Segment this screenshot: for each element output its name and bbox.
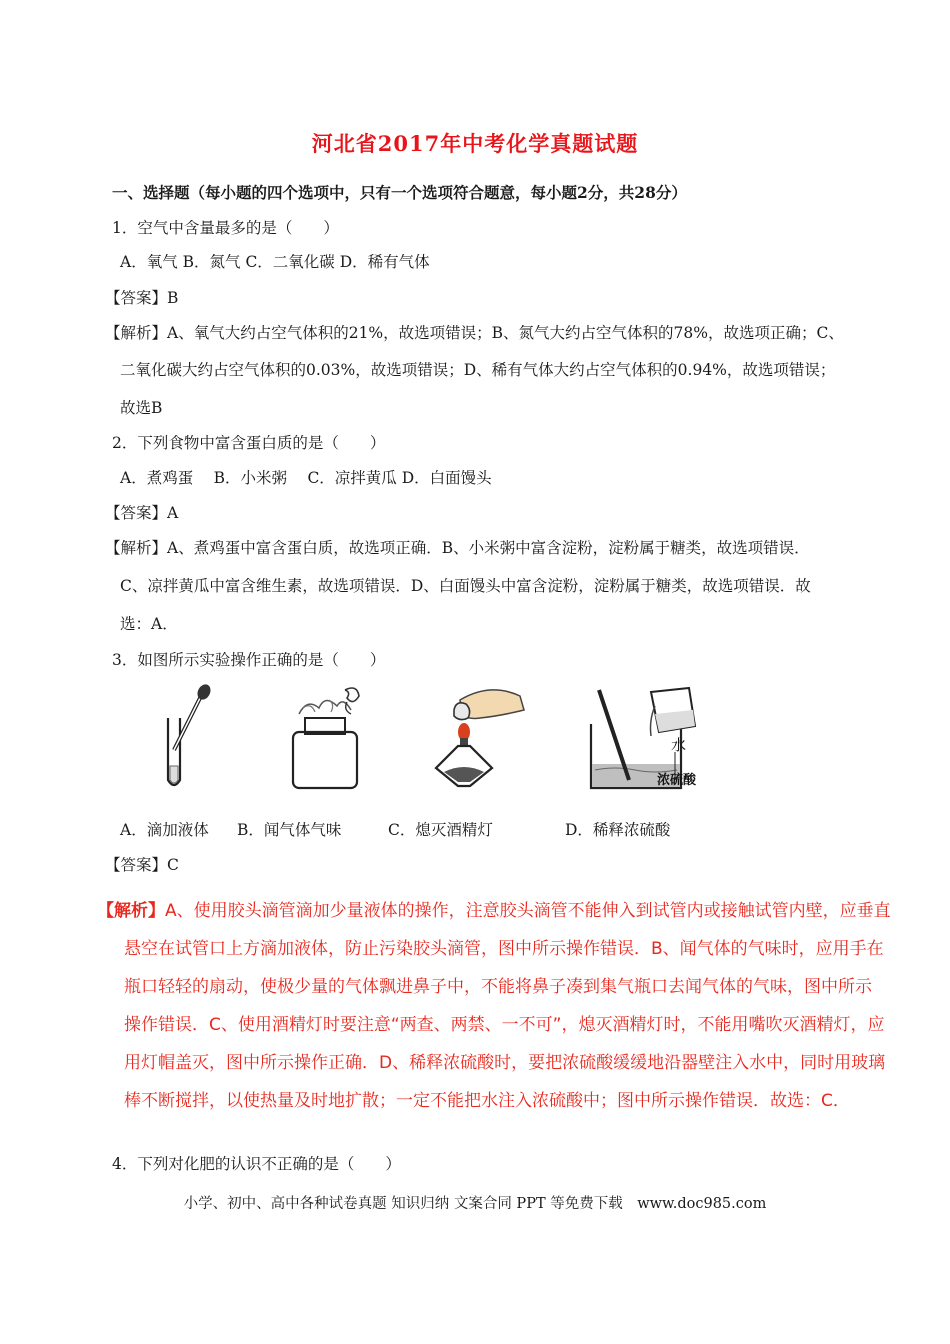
figure-label-water: 水 [671, 736, 687, 754]
q3-analysis-line-2: 悬空在试管口上方滴加液体，防止污染胶头滴管，图中所示操作错误．B、闻气体的气味时，应用手在 [124, 939, 884, 959]
figure-dropper-test-tube [150, 680, 270, 792]
q4-stem: 4．下列对化肥的认识不正确的是（ ） [112, 1155, 401, 1173]
q3-analysis-line-5: 用灯帽盖灭，图中所示操作正确．D、稀释浓硫酸时，要把浓硫酸缓缓地沿器壁注入水中，同时用玻璃 [124, 1053, 886, 1073]
q3-analysis-label: 【解析】 [97, 901, 165, 921]
q1-options: A．氧气 B．氮气 C．二氧化碳 D．稀有气体 [120, 253, 430, 271]
q3-analysis-line-1: 【解析】A、使用胶头滴管滴加少量液体的操作，注意胶头滴管不能伸入到试管内或接触试管内壁，应垂直 [97, 901, 891, 921]
q3-stem: 3．如图所示实验操作正确的是（ ） [112, 651, 386, 669]
q3-option-b: B．闻气体气味 [237, 821, 342, 839]
footer-text: 小学、初中、高中各种试卷真题 知识归纳 文案合同 PPT 等免费下载 www.doc985.com [183, 1196, 767, 1212]
page-title: 河北省2017年中考化学真题试题 [311, 131, 639, 156]
q3-option-a: A．滴加液体 [120, 821, 209, 839]
q1-stem: 1．空气中含量最多的是（ ） [112, 219, 339, 237]
q3-analysis-line-3: 瓶口轻轻的扇动，使极少量的气体飘进鼻子中，不能将鼻子凑到集气瓶口去闻气体的气味，图中所示 [124, 977, 872, 997]
q2-analysis-line-1: 【解析】A、煮鸡蛋中富含蛋白质，故选项正确．B、小米粥中富含淀粉，淀粉属于糖类，故选项错误． [105, 539, 810, 557]
q2-stem: 2．下列食物中富含蛋白质的是（ ） [112, 434, 386, 452]
q3-option-d: D．稀释浓硫酸 [565, 821, 671, 839]
q3-answer: 【答案】C [105, 856, 179, 874]
q2-analysis-line-3: 选：A． [120, 615, 178, 633]
q1-analysis-line-2: 二氧化碳大约占空气体积的0.03%，故选项错误；D、稀有气体大约占空气体积的0.94%，故选项错误； [120, 361, 836, 379]
figure-smell-gas-bottle [285, 680, 405, 792]
q2-analysis-line-2: C、凉拌黄瓜中富含维生素，故选项错误．D、白面馒头中富含淀粉，淀粉属于糖类，故选项错误．故 [120, 577, 811, 595]
q1-analysis-line-1: 【解析】A、氧气大约占空气体积的21%，故选项错误；B、氮气大约占空气体积的78%，故选项正确；C、 [105, 324, 844, 342]
q3-analysis-line-6: 棒不断搅拌，以使热量及时地扩散；一定不能把水注入浓硫酸中；图中所示操作错误．故选：C． [124, 1091, 850, 1111]
q2-analysis-label: 【解析】 [105, 539, 168, 557]
figure-dilute-acid-beaker [585, 680, 710, 792]
q3-analysis-line-4: 操作错误．C、使用酒精灯时要注意“两查、两禁、一不可”，熄灭酒精灯时，不能用嘴吹灭酒精灯，应 [124, 1015, 885, 1035]
section-heading: 一、选择题（每小题的四个选项中，只有一个选项符合题意，每小题2分，共28分） [112, 183, 687, 202]
q2-answer: 【答案】A [105, 504, 179, 522]
q3-option-c: C．熄灭酒精灯 [388, 821, 493, 839]
q1-answer: 【答案】B [105, 289, 179, 307]
q1-analysis-label: 【解析】 [105, 324, 168, 342]
q2-options: A．煮鸡蛋 B．小米粥 C．凉拌黄瓜 D．白面馒头 [120, 469, 492, 487]
figure-alcohol-lamp [420, 680, 540, 792]
q1-analysis-line-3: 故选B [120, 399, 163, 417]
figure-label-acid: 浓硫酸 [657, 773, 697, 788]
